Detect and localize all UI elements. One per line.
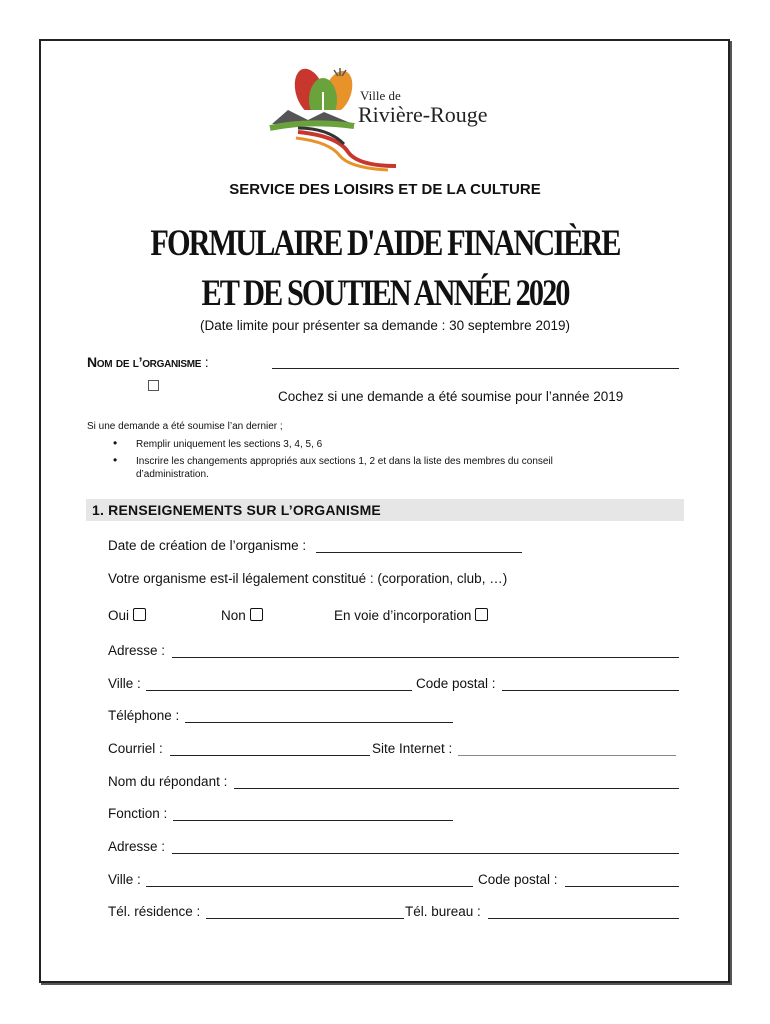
list-item: • Remplir uniquement les sections 3, 4, 5, 6 [103, 438, 623, 451]
option-en-voie-label: En voie d’incorporation [334, 608, 472, 623]
section-1-title: 1. RENSEIGNEMENTS SUR L’ORGANISME [92, 502, 381, 518]
postal-code-field[interactable] [502, 690, 679, 691]
checkbox-oui[interactable] [133, 608, 146, 621]
date-creation-label: Date de création de l’organisme : [108, 538, 307, 553]
work-phone-label: Tél. bureau : [405, 904, 481, 919]
work-phone-field[interactable] [488, 918, 679, 919]
phone-field[interactable] [185, 722, 453, 723]
email-field[interactable] [170, 755, 370, 756]
option-oui-label: Oui [108, 608, 130, 623]
logo-text-big: Rivière-Rouge [358, 102, 488, 127]
city-field[interactable] [146, 690, 412, 691]
website-label: Site Internet : [372, 741, 453, 756]
city-label: Ville : [108, 676, 141, 691]
deadline-note: (Date limite pour présenter sa demande : 30 septembre 2019) [200, 318, 570, 333]
city-logo [268, 62, 508, 172]
org-name-field[interactable] [272, 368, 679, 369]
instructions-note: Si une demande a été soumise l’an dernier ; [87, 421, 283, 432]
form-title-line2: ET DE SOUTIEN ANNÉE 2020 [201, 273, 569, 314]
option-non[interactable] [221, 608, 263, 623]
email-label: Courriel : [108, 741, 163, 756]
org-name-label: Nom de l’organisme : [87, 354, 209, 370]
respondent-address-label: Adresse : [108, 839, 166, 854]
website-field[interactable] [458, 755, 676, 756]
respondent-address-field[interactable] [172, 853, 679, 854]
phone-label: Téléphone : [108, 708, 180, 723]
prior-request-label: Cochez si une demande a été soumise pour l’année 2019 [278, 389, 624, 404]
logo-text-small: Ville de [360, 88, 401, 103]
respondent-name-label: Nom du répondant : [108, 774, 228, 789]
home-phone-label: Tél. résidence : [108, 904, 201, 919]
respondent-city-field[interactable] [146, 886, 473, 887]
option-en-voie[interactable] [334, 608, 488, 623]
list-item: • Inscrire les changements appropriés aux sections 1, 2 et dans la liste des membres du conseil d’administration. [103, 455, 623, 481]
home-phone-field[interactable] [206, 918, 404, 919]
respondent-city-label: Ville : [108, 872, 141, 887]
service-heading: SERVICE DES LOISIRS ET DE LA CULTURE [229, 181, 541, 198]
checkbox-non[interactable] [250, 608, 263, 621]
legal-status-question: Votre organisme est-il légalement constitué : (corporation, club, …) [108, 571, 508, 586]
function-field[interactable] [173, 820, 453, 821]
respondent-name-field[interactable] [234, 788, 679, 789]
address-field[interactable] [172, 657, 679, 658]
function-label: Fonction : [108, 806, 168, 821]
respondent-postal-label: Code postal : [478, 872, 558, 887]
date-creation-field[interactable] [316, 552, 522, 553]
postal-code-label: Code postal : [416, 676, 496, 691]
option-non-label: Non [221, 608, 246, 623]
checkbox-en-voie[interactable] [475, 608, 488, 621]
option-oui[interactable] [108, 608, 146, 623]
prior-request-checkbox[interactable] [148, 380, 159, 391]
form-title-line1: FORMULAIRE D'AIDE FINANCIÈRE [150, 223, 620, 264]
instructions-list [103, 438, 623, 485]
respondent-postal-field[interactable] [565, 886, 679, 887]
address-label: Adresse : [108, 643, 166, 658]
